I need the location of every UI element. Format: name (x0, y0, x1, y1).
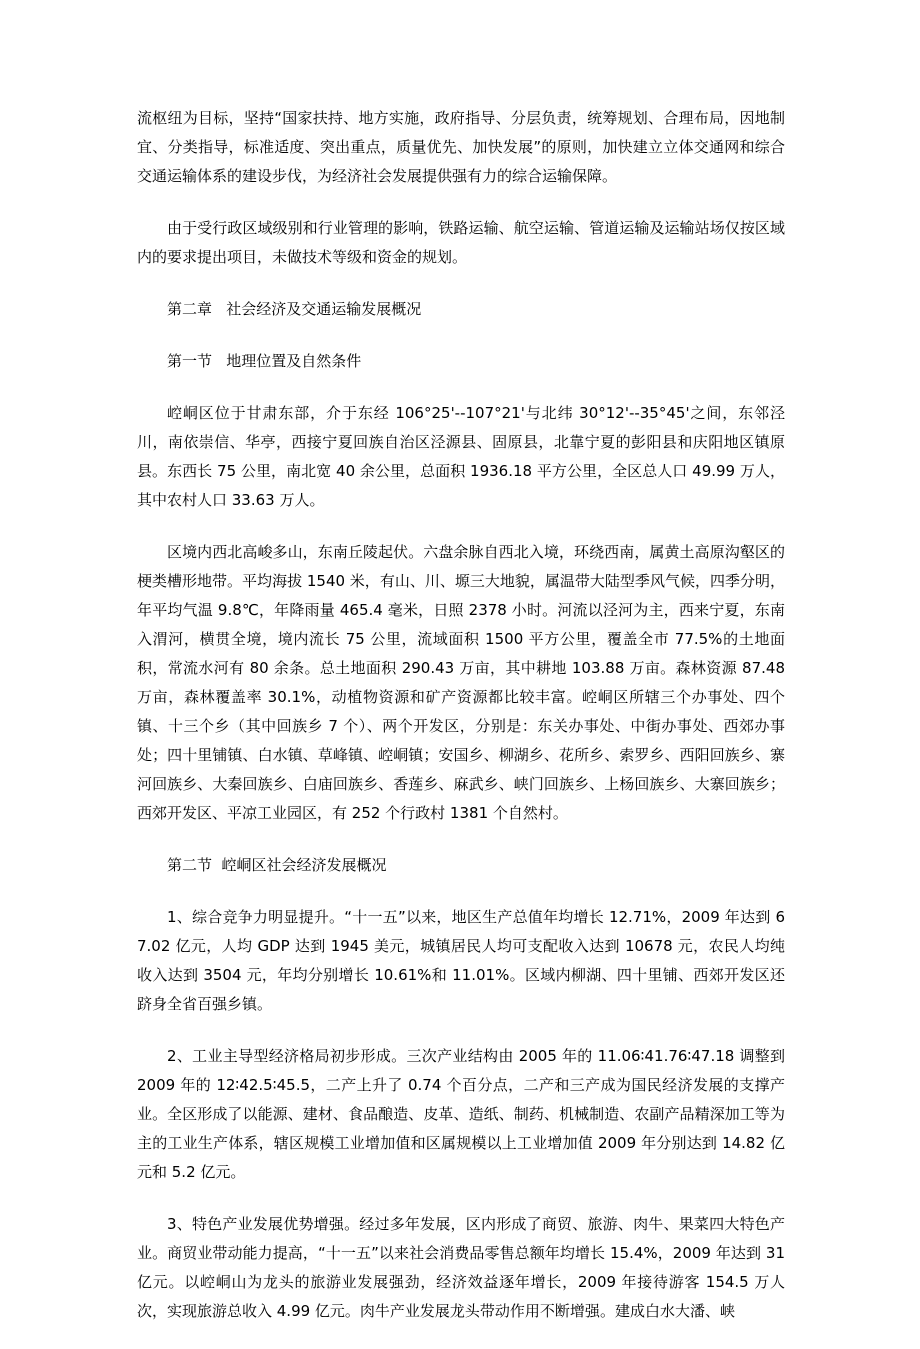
chapter-heading: 第二章 社会经济及交通运输发展概况 (167, 300, 422, 318)
economy-point-2: 2、工业主导型经济格局初步形成。三次产业结构由 2005 年的 11.06∶41.76∶47.18 调整到 2009 年的 12∶42.5∶45.5，二产上升了 0.74 个百分点，二产和三产成为国民经济发展的支撑产业。全区形成了以能源、建材、食品酿造、皮革、造纸、制药、机械制造、农副产品精深加工等为主的工业生产体系，辖区规模工业增加值和区属规模以上工业增加值 2009 年分别达到 14.82 亿元和 5.2 亿元。 (137, 1047, 785, 1181)
terrain-paragraph: 区境内西北高峻多山，东南丘陵起伏。六盘余脉自西北入境，环绕西南，属黄土高原沟壑区的梗类槽形地带。平均海拔 1540 米，有山、川、塬三大地貌，属温带大陆型季风气候，四季分明，年平均气温 9.8℃，年降雨量 465.4 毫米，日照 2378 小时。河流以泾河为主，西来宁夏，东南入渭河，横贯全境，境内流长 75 公里，流域面积 1500 平方公里，覆盖全市 77.5%的土地面积，常流水河有 80 余条。总土地面积 290.43 万亩，其中耕地 103.88 万亩。森林资源 87.48 万亩，森林覆盖率 30.1%，动植物资源和矿产资源都比较丰富。崆峒区所辖三个办事处、四个镇、十三个乡（其中回族乡 7 个）、两个开发区，分别是：东关办事处、中街办事处、西郊办事处；四十里铺镇、白水镇、草峰镇、崆峒镇；安国乡、柳湖乡、花所乡、索罗乡、西阳回族乡、寨河回族乡、大秦回族乡、白庙回族乡、香莲乡、麻武乡、峡门回族乡、上杨回族乡、大寨回族乡；西郊开发区、平凉工业园区，有 252 个行政村 1381 个自然村。 (137, 543, 785, 822)
document-page (137, 104, 785, 1349)
economy-point-1: 1、综合竞争力明显提升。“十一五”以来，地区生产总值年均增长 12.71%，2009 年达到 67.02 亿元，人均 GDP 达到 1945 美元，城镇居民人均可支配收入达到 10678 元，农民人均纯收入达到 3504 元，年均分别增长 10.61%和 11.01%。区域内柳湖、四十里铺、西郊开发区还跻身全省百强乡镇。 (137, 908, 785, 1013)
section-heading-economy: 第二节 崆峒区社会经济发展概况 (167, 856, 387, 874)
intro-paragraph-continued: 流枢纽为目标，坚持“国家扶持、地方实施，政府指导、分层负责，统筹规划、合理布局，因地制宜、分类指导，标准适度、突出重点，质量优先、加快发展”的原则，加快建立立体交通网和综合交通运输体系的建设步伐，为经济社会发展提供强有力的综合运输保障。 (137, 109, 785, 185)
location-paragraph: 崆峒区位于甘肃东部，介于东经 106°25'--107°21'与北纬 30°12'--35°45'之间，东邻泾川，南依崇信、华亭，西接宁夏回族自治区泾源县、固原县，北靠宁夏的彭阳县和庆阳地区镇原县。东西长 75 公里，南北宽 40 余公里，总面积 1936.18 平方公里，全区总人口 49.99 万人，其中农村人口 33.63 万人。 (137, 404, 785, 509)
economy-point-3: 3、特色产业发展优势增强。经过多年发展，区内形成了商贸、旅游、肉牛、果菜四大特色产业。商贸业带动能力提高，“十一五”以来社会消费品零售总额年均增长 15.4%，2009 年达到 31 亿元。以崆峒山为龙头的旅游业发展强劲，经济效益逐年增长，2009 年接待游客 154.5 万人次，实现旅游总收入 4.99 亿元。肉牛产业发展龙头带动作用不断增强。建成白水大潘、峡 (137, 1215, 785, 1320)
section-heading-geography: 第一节 地理位置及自然条件 (167, 352, 362, 370)
scope-paragraph: 由于受行政区域级别和行业管理的影响，铁路运输、航空运输、管道运输及运输站场仅按区域内的要求提出项目，未做技术等级和资金的规划。 (137, 219, 785, 266)
